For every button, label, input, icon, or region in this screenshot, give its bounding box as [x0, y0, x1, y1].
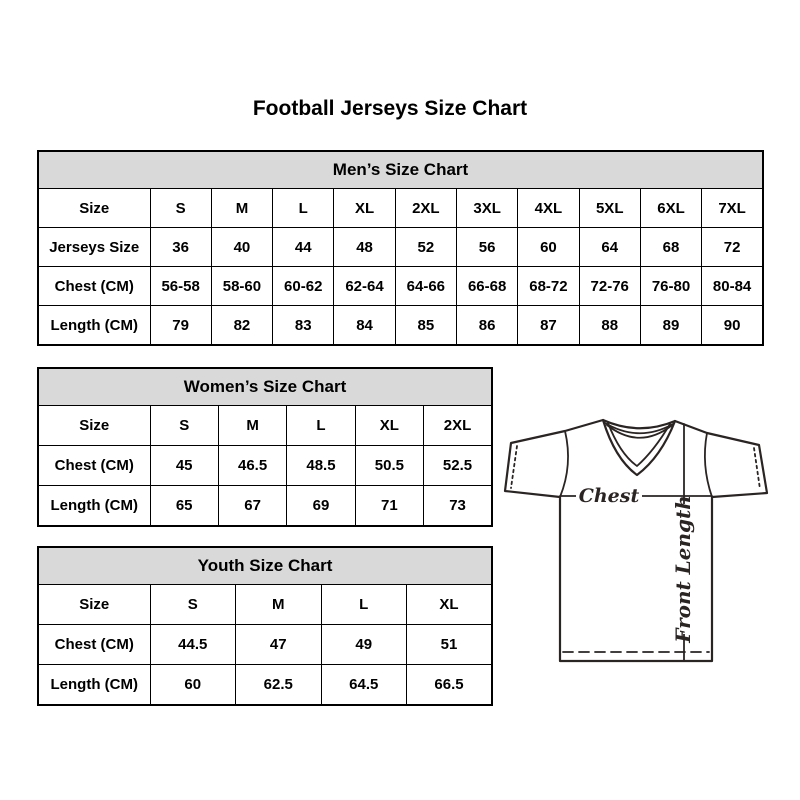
row-label-cell: Size [38, 585, 150, 625]
value-cell: 72-76 [579, 267, 640, 306]
value-cell: 76-80 [640, 267, 701, 306]
table-title-row [38, 368, 492, 406]
value-cell: M [236, 585, 322, 625]
value-cell: 83 [273, 306, 334, 346]
value-cell: 84 [334, 306, 395, 346]
value-cell: XL [355, 406, 423, 446]
row-label-cell: Length (CM) [38, 665, 150, 706]
value-cell: 46.5 [218, 446, 286, 486]
value-cell: M [218, 406, 286, 446]
row-label-cell: Chest (CM) [38, 625, 150, 665]
value-cell: 85 [395, 306, 456, 346]
value-cell: 72 [702, 228, 763, 267]
row-label-cell: Size [38, 406, 150, 446]
table-row [38, 406, 492, 446]
value-cell: 56-58 [150, 267, 211, 306]
value-cell: S [150, 406, 218, 446]
jersey-measurement-diagram [503, 407, 769, 669]
value-cell: 89 [640, 306, 701, 346]
womens-size-table [37, 367, 493, 527]
value-cell: 7XL [702, 189, 763, 228]
youth-table-title: Youth Size Chart [38, 547, 492, 585]
table-row [38, 189, 763, 228]
value-cell: 52.5 [424, 446, 492, 486]
value-cell: M [211, 189, 272, 228]
value-cell: 88 [579, 306, 640, 346]
table-row [38, 665, 492, 706]
right-cuff-dotted-line [754, 448, 760, 489]
value-cell: 90 [702, 306, 763, 346]
value-cell: 44.5 [150, 625, 236, 665]
value-cell: 66.5 [407, 665, 493, 706]
value-cell: 87 [518, 306, 579, 346]
value-cell: 36 [150, 228, 211, 267]
value-cell: 58-60 [211, 267, 272, 306]
value-cell: 52 [395, 228, 456, 267]
table-row [38, 625, 492, 665]
value-cell: 69 [287, 486, 355, 527]
jersey-outline [505, 420, 767, 661]
value-cell: 71 [355, 486, 423, 527]
table-row [38, 585, 492, 625]
value-cell: 60 [518, 228, 579, 267]
womens-table-title: Women’s Size Chart [38, 368, 492, 406]
table-title-row [38, 151, 763, 189]
value-cell: 51 [407, 625, 493, 665]
row-label-cell: Jerseys Size [38, 228, 150, 267]
value-cell: 49 [321, 625, 407, 665]
value-cell: 47 [236, 625, 322, 665]
value-cell: L [273, 189, 334, 228]
value-cell: 6XL [640, 189, 701, 228]
left-cuff-dotted-line [511, 446, 517, 488]
value-cell: 68 [640, 228, 701, 267]
value-cell: 62-64 [334, 267, 395, 306]
row-label-cell: Chest (CM) [38, 267, 150, 306]
row-label-cell: Length (CM) [38, 306, 150, 346]
table-row [38, 486, 492, 527]
value-cell: 60 [150, 665, 236, 706]
value-cell: S [150, 189, 211, 228]
value-cell: 86 [456, 306, 517, 346]
value-cell: L [321, 585, 407, 625]
value-cell: 50.5 [355, 446, 423, 486]
value-cell: S [150, 585, 236, 625]
value-cell: 64.5 [321, 665, 407, 706]
value-cell: 45 [150, 446, 218, 486]
row-label-cell: Size [38, 189, 150, 228]
right-sleeve-seam [705, 433, 712, 497]
value-cell: 3XL [456, 189, 517, 228]
collar-rib-inner [607, 425, 671, 438]
value-cell: 80-84 [702, 267, 763, 306]
value-cell: 2XL [395, 189, 456, 228]
table-row [38, 228, 763, 267]
value-cell: 67 [218, 486, 286, 527]
value-cell: 82 [211, 306, 272, 346]
table-row [38, 267, 763, 306]
value-cell: 62.5 [236, 665, 322, 706]
value-cell: 40 [211, 228, 272, 267]
value-cell: 44 [273, 228, 334, 267]
row-label-cell: Length (CM) [38, 486, 150, 527]
mens-size-table [37, 150, 764, 346]
value-cell: 65 [150, 486, 218, 527]
table-row [38, 306, 763, 346]
value-cell: 64-66 [395, 267, 456, 306]
value-cell: 66-68 [456, 267, 517, 306]
value-cell: 5XL [579, 189, 640, 228]
value-cell: 79 [150, 306, 211, 346]
youth-size-table [37, 546, 493, 706]
value-cell: 48 [334, 228, 395, 267]
value-cell: 73 [424, 486, 492, 527]
left-sleeve-seam [560, 431, 568, 497]
value-cell: XL [407, 585, 493, 625]
value-cell: 48.5 [287, 446, 355, 486]
table-row [38, 446, 492, 486]
value-cell: 2XL [424, 406, 492, 446]
value-cell: 56 [456, 228, 517, 267]
value-cell: 68-72 [518, 267, 579, 306]
value-cell: XL [334, 189, 395, 228]
page-title: Football Jerseys Size Chart [252, 97, 528, 120]
row-label-cell: Chest (CM) [38, 446, 150, 486]
value-cell: 4XL [518, 189, 579, 228]
mens-table-title: Men’s Size Chart [38, 151, 763, 189]
value-cell: 64 [579, 228, 640, 267]
value-cell: L [287, 406, 355, 446]
front-length-label: Front Length [671, 495, 695, 643]
table-title-row [38, 547, 492, 585]
value-cell: 60-62 [273, 267, 334, 306]
chest-label: Chest [578, 485, 640, 507]
